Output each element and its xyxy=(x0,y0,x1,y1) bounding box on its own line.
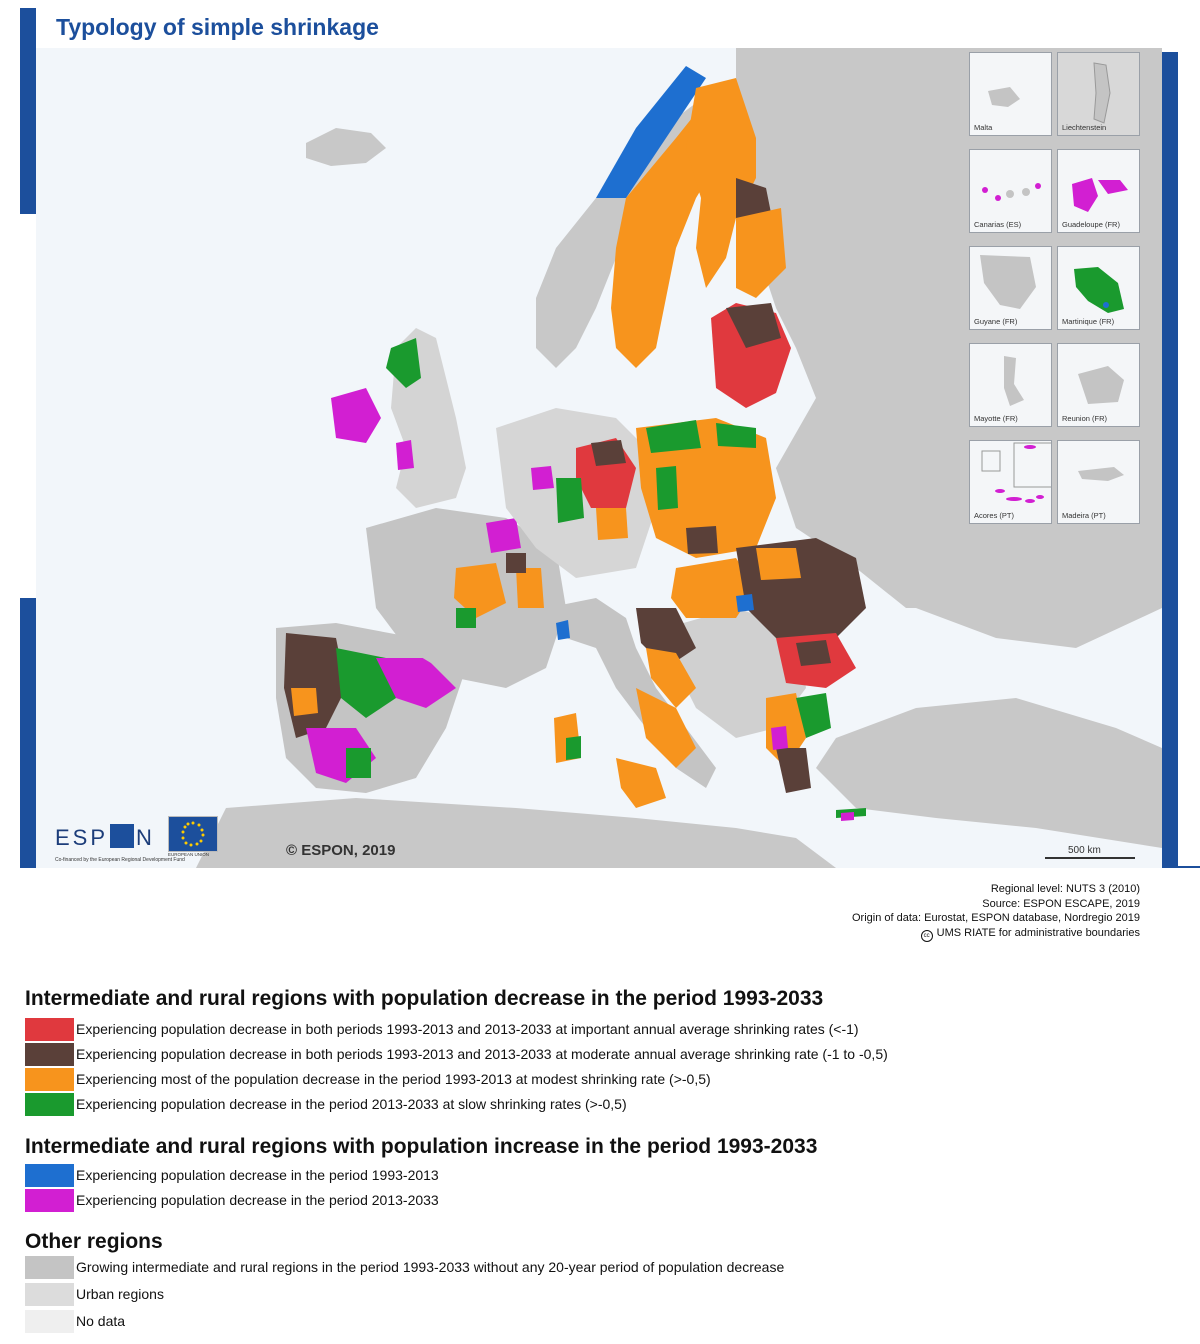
land-turkey xyxy=(816,698,1162,848)
region-italy-orange xyxy=(636,688,696,768)
land-iceland xyxy=(306,128,386,166)
meta-origin: Origin of data: Eurostat, ESPON database, Nordregio 2019 xyxy=(852,912,1140,924)
inset-label: Guadeloupe (FR) xyxy=(1062,220,1120,229)
region-germany-orange xyxy=(596,508,628,540)
inset-liechtenstein[interactable] xyxy=(1057,52,1140,136)
legend-heading-decrease: Intermediate and rural regions with population decrease in the period 1993-2033 xyxy=(25,987,824,1010)
region-sardinia-green xyxy=(566,736,581,760)
legend-swatch-red xyxy=(25,1018,74,1041)
eu-stars-icon xyxy=(169,817,217,851)
meta-regional-level: Regional level: NUTS 3 (2010) xyxy=(990,883,1140,895)
region-france-green xyxy=(456,608,476,628)
legend-heading-other: Other regions xyxy=(25,1230,163,1253)
scale-bar xyxy=(1045,857,1135,859)
meta-boundaries-row xyxy=(852,926,1140,942)
region-serbia-blue xyxy=(736,594,754,612)
legend-swatch-growing xyxy=(25,1256,74,1279)
region-poland-green xyxy=(656,466,678,510)
inset-label: Liechtenstein xyxy=(1062,123,1107,132)
region-greece-brown xyxy=(776,748,811,793)
region-bulgaria-brown xyxy=(796,640,831,666)
inset-label: Mayotte (FR) xyxy=(974,414,1018,423)
region-germany-green xyxy=(556,478,584,523)
inset-mayotte[interactable] xyxy=(969,343,1052,427)
legend-item xyxy=(25,1283,1125,1307)
legend-item xyxy=(25,1189,1125,1213)
espon-tagline: Co-financed by the European Regional Development Fund xyxy=(55,857,185,863)
espon-logo-star-icon xyxy=(110,824,134,848)
inset-reunion[interactable] xyxy=(1057,343,1140,427)
inset-canarias[interactable] xyxy=(969,149,1052,233)
region-romania-orange xyxy=(756,548,801,580)
legend-swatch-magenta xyxy=(25,1189,74,1212)
inset-malta[interactable] xyxy=(969,52,1052,136)
legend-item xyxy=(25,1256,1125,1280)
region-italy-blue xyxy=(556,620,570,640)
region-france-orange-2 xyxy=(516,568,544,608)
region-wales-magenta xyxy=(396,440,414,470)
scale-bar-label: 500 km xyxy=(1068,845,1101,856)
region-poland-green-east xyxy=(716,423,756,448)
legend-label: No data xyxy=(76,1313,126,1329)
inset-label: Madeira (PT) xyxy=(1062,511,1106,520)
legend-label: Growing intermediate and rural regions in the period 1993-2033 without any 20-year period of population decrease xyxy=(76,1259,785,1275)
inset-guyane[interactable] xyxy=(969,246,1052,330)
region-spain-orange xyxy=(291,688,318,716)
legend-label: Experiencing population decrease in both periods 1993-2013 and 2013-2033 at important annual average shrinking rates (<-1) xyxy=(76,1021,859,1037)
legend-label: Experiencing population decrease in the period 1993-2013 xyxy=(76,1167,439,1183)
inset-acores[interactable] xyxy=(969,440,1052,524)
region-germany-east-brown xyxy=(591,440,626,466)
right-accent-bar xyxy=(1162,52,1178,866)
legend-item xyxy=(25,1068,1125,1092)
legend-label: Experiencing most of the population decrease in the period 1993-2013 at modest shrinking rate (>-0,5) xyxy=(76,1071,711,1087)
map-canvas[interactable] xyxy=(36,48,1162,868)
legend-label: Experiencing population decrease in the period 2013-2033 at slow shrinking rates (>-0,5) xyxy=(76,1096,627,1112)
left-accent-bar-bottom xyxy=(20,598,36,868)
meta-source: Source: ESPON ESCAPE, 2019 xyxy=(982,897,1140,910)
eu-flag-icon xyxy=(168,816,218,852)
region-poland-green-north xyxy=(646,420,701,453)
legend-swatch-brown xyxy=(25,1043,74,1066)
region-cyprus-magenta xyxy=(841,812,854,821)
legend-label: Urban regions xyxy=(76,1286,164,1302)
espon-logo-right: N xyxy=(136,825,155,850)
espon-logo xyxy=(55,824,155,851)
eu-flag-label: EUROPEAN UNION xyxy=(168,852,210,857)
legend-item xyxy=(25,1018,1125,1042)
legend-swatch-urban xyxy=(25,1283,74,1306)
legend-swatch-orange xyxy=(25,1068,74,1091)
espon-logo-left: ESP xyxy=(55,825,109,850)
legend-item xyxy=(25,1310,1125,1334)
left-accent-bar-top xyxy=(20,8,36,214)
region-germany-magenta xyxy=(531,466,554,490)
inset-martinique[interactable] xyxy=(1057,246,1140,330)
legend-label: Experiencing population decrease in both periods 1993-2013 and 2013-2033 at moderate annual average shrinking rate (-1 to -0,5) xyxy=(76,1046,888,1062)
legend-label: Experiencing population decrease in the period 2013-2033 xyxy=(76,1192,439,1208)
legend-swatch-green xyxy=(25,1093,74,1116)
inset-label: Acores (PT) xyxy=(974,511,1015,520)
region-italy-orange-south xyxy=(616,758,666,808)
creative-commons-icon: cc xyxy=(921,930,933,942)
map-title: Typology of simple shrinkage xyxy=(56,14,379,40)
region-ireland-magenta xyxy=(331,388,381,443)
inset-label: Malta xyxy=(974,123,993,132)
region-greece-magenta xyxy=(771,726,788,750)
inset-madeira[interactable] xyxy=(1057,440,1140,524)
region-poland-brown xyxy=(686,526,718,554)
inset-guadeloupe[interactable] xyxy=(1057,149,1140,233)
legend-item xyxy=(25,1164,1125,1188)
region-scotland-green xyxy=(386,338,421,388)
legend-heading-increase: Intermediate and rural regions with population increase in the period 1993-2033 xyxy=(25,1135,818,1158)
region-spain-green-south xyxy=(346,748,371,778)
region-france-brown xyxy=(506,553,526,573)
inset-label: Guyane (FR) xyxy=(974,317,1018,326)
copyright-notice: © ESPON, 2019 xyxy=(286,842,396,859)
meta-boundaries: UMS RIATE for administrative boundaries xyxy=(936,926,1140,939)
inset-label: Canarias (ES) xyxy=(974,220,1022,229)
region-france-magenta xyxy=(486,518,521,553)
legend-swatch-blue xyxy=(25,1164,74,1187)
source-metadata xyxy=(852,882,1140,942)
legend-item xyxy=(25,1093,1125,1117)
legend-swatch-no-data xyxy=(25,1310,74,1333)
inset-label: Martinique (FR) xyxy=(1062,317,1115,326)
inset-label: Reunion (FR) xyxy=(1062,414,1108,423)
legend-item xyxy=(25,1043,1125,1067)
